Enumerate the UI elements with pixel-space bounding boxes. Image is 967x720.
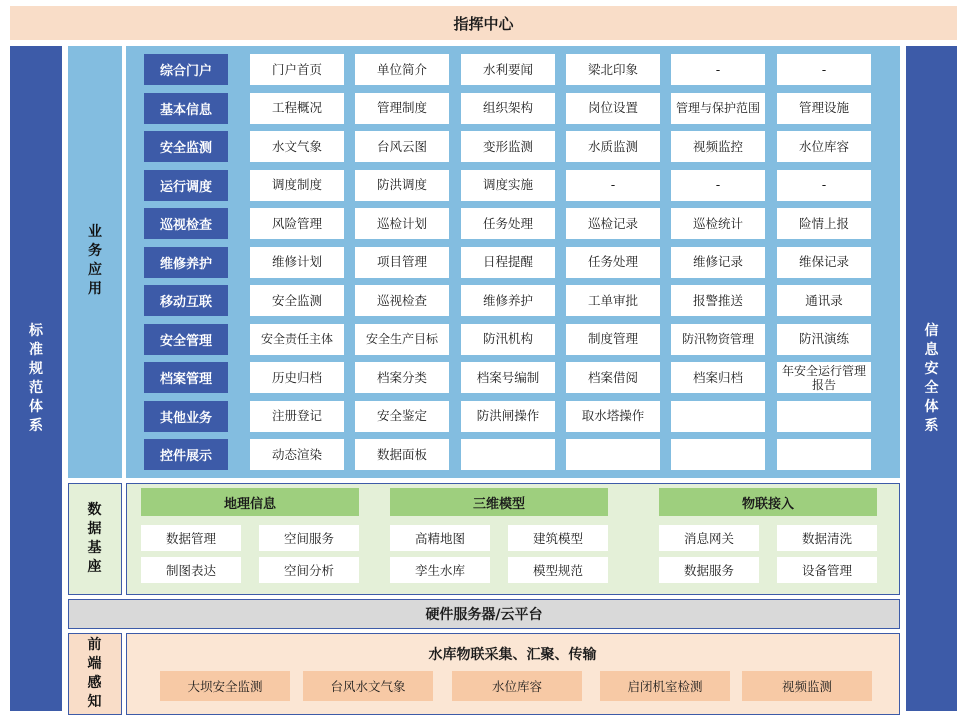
function-cell: 维保记录 bbox=[777, 247, 871, 278]
sensor-cell: 台风水文气象 bbox=[303, 671, 433, 701]
frontend-panel bbox=[126, 633, 900, 715]
business-panel bbox=[126, 46, 900, 478]
data-service-cell: 数据管理 bbox=[141, 525, 241, 551]
data-group-header: 物联接入 bbox=[659, 488, 877, 516]
function-cell bbox=[777, 401, 871, 432]
function-cell: 注册登记 bbox=[250, 401, 344, 432]
category-label: 安全管理 bbox=[144, 324, 228, 355]
data-service-cell: 空间分析 bbox=[259, 557, 359, 583]
category-label: 巡视检查 bbox=[144, 208, 228, 239]
function-cell: 调度实施 bbox=[461, 170, 555, 201]
standards-system-bar: 标 准 规 范 体 系 bbox=[10, 46, 62, 711]
category-label: 安全监测 bbox=[144, 131, 228, 162]
function-cell: 防汛物资管理 bbox=[671, 324, 765, 355]
data-service-cell: 数据清洗 bbox=[777, 525, 877, 551]
category-label: 控件展示 bbox=[144, 439, 228, 470]
function-cell: 防汛机构 bbox=[461, 324, 555, 355]
function-cell: 日程提醒 bbox=[461, 247, 555, 278]
data-service-cell: 消息网关 bbox=[659, 525, 759, 551]
function-cell bbox=[566, 439, 660, 470]
data-service-cell: 建筑模型 bbox=[508, 525, 608, 551]
function-cell: 水位库容 bbox=[777, 131, 871, 162]
function-cell: 制度管理 bbox=[566, 324, 660, 355]
data-service-cell: 设备管理 bbox=[777, 557, 877, 583]
function-cell: 管理设施 bbox=[777, 93, 871, 124]
function-cell: 风险管理 bbox=[250, 208, 344, 239]
data-service-cell: 数据服务 bbox=[659, 557, 759, 583]
function-cell bbox=[461, 439, 555, 470]
function-cell: 巡检记录 bbox=[566, 208, 660, 239]
function-cell: 安全鉴定 bbox=[355, 401, 449, 432]
data-service-cell: 高精地图 bbox=[390, 525, 490, 551]
category-label: 其他业务 bbox=[144, 401, 228, 432]
function-cell: 管理与保护范围 bbox=[671, 93, 765, 124]
function-cell: - bbox=[671, 54, 765, 85]
function-cell: 防汛演练 bbox=[777, 324, 871, 355]
category-label: 综合门户 bbox=[144, 54, 228, 85]
function-cell: 工程概况 bbox=[250, 93, 344, 124]
function-cell: 梁北印象 bbox=[566, 54, 660, 85]
category-label: 基本信息 bbox=[144, 93, 228, 124]
function-cell: 防洪调度 bbox=[355, 170, 449, 201]
function-cell: 巡检统计 bbox=[671, 208, 765, 239]
category-label: 运行调度 bbox=[144, 170, 228, 201]
function-cell: 台风云图 bbox=[355, 131, 449, 162]
function-cell: 项目管理 bbox=[355, 247, 449, 278]
function-cell: 组织架构 bbox=[461, 93, 555, 124]
function-cell: 变形监测 bbox=[461, 131, 555, 162]
function-cell: 调度制度 bbox=[250, 170, 344, 201]
function-cell: 任务处理 bbox=[461, 208, 555, 239]
function-cell: 维修计划 bbox=[250, 247, 344, 278]
database-label: 数 据 基 座 bbox=[87, 502, 102, 575]
function-cell: 单位简介 bbox=[355, 54, 449, 85]
function-cell: 维修记录 bbox=[671, 247, 765, 278]
business-label-panel bbox=[68, 46, 122, 478]
function-cell: 数据面板 bbox=[355, 439, 449, 470]
function-cell: 水文气象 bbox=[250, 131, 344, 162]
function-cell: 巡视检查 bbox=[355, 285, 449, 316]
sensor-cell: 水位库容 bbox=[452, 671, 582, 701]
function-cell: 水利要闻 bbox=[461, 54, 555, 85]
function-cell: 档案借阅 bbox=[566, 362, 660, 393]
function-cell: 动态渲染 bbox=[250, 439, 344, 470]
database-label-panel bbox=[68, 483, 122, 595]
data-group-header: 地理信息 bbox=[141, 488, 359, 516]
function-cell: 档案号编制 bbox=[461, 362, 555, 393]
function-cell bbox=[671, 439, 765, 470]
category-label: 维修养护 bbox=[144, 247, 228, 278]
function-cell: 巡检计划 bbox=[355, 208, 449, 239]
function-cell: 防洪闸操作 bbox=[461, 401, 555, 432]
sensor-cell: 视频监测 bbox=[742, 671, 872, 701]
function-cell: 档案归档 bbox=[671, 362, 765, 393]
category-label: 移动互联 bbox=[144, 285, 228, 316]
function-cell: 安全责任主体 bbox=[250, 324, 344, 355]
command-center-band: 指挥中心 bbox=[10, 6, 957, 40]
function-cell: 档案分类 bbox=[355, 362, 449, 393]
function-cell: 门户首页 bbox=[250, 54, 344, 85]
function-cell: 工单审批 bbox=[566, 285, 660, 316]
function-cell: 取水塔操作 bbox=[566, 401, 660, 432]
function-cell: 维修养护 bbox=[461, 285, 555, 316]
frontend-label-panel bbox=[68, 633, 122, 715]
function-cell: 通讯录 bbox=[777, 285, 871, 316]
function-cell: - bbox=[566, 170, 660, 201]
function-cell: 年安全运行管理报告 bbox=[777, 362, 871, 393]
frontend-title: 水库物联采集、汇聚、传输 bbox=[428, 647, 597, 663]
data-group-header: 三维模型 bbox=[390, 488, 608, 516]
function-cell: 管理制度 bbox=[355, 93, 449, 124]
function-cell: - bbox=[671, 170, 765, 201]
data-service-cell: 孪生水库 bbox=[390, 557, 490, 583]
function-cell bbox=[671, 401, 765, 432]
data-service-cell: 空间服务 bbox=[259, 525, 359, 551]
sensor-cell: 启闭机室检测 bbox=[600, 671, 730, 701]
business-label: 业 务 应 用 bbox=[88, 224, 102, 297]
data-service-cell: 模型规范 bbox=[508, 557, 608, 583]
database-panel bbox=[126, 483, 900, 595]
hardware-cloud-band: 硬件服务器/云平台 bbox=[68, 599, 900, 629]
function-cell: 任务处理 bbox=[566, 247, 660, 278]
function-cell: 水质监测 bbox=[566, 131, 660, 162]
data-service-cell: 制图表达 bbox=[141, 557, 241, 583]
function-cell: 险情上报 bbox=[777, 208, 871, 239]
function-cell: 安全生产目标 bbox=[355, 324, 449, 355]
frontend-label: 前 端 感 知 bbox=[87, 637, 102, 710]
info-security-bar: 信 息 安 全 体 系 bbox=[906, 46, 957, 711]
function-cell bbox=[777, 439, 871, 470]
function-cell: - bbox=[777, 54, 871, 85]
function-cell: 岗位设置 bbox=[566, 93, 660, 124]
function-cell: 报警推送 bbox=[671, 285, 765, 316]
sensor-cell: 大坝安全监测 bbox=[160, 671, 290, 701]
function-cell: 安全监测 bbox=[250, 285, 344, 316]
function-cell: 历史归档 bbox=[250, 362, 344, 393]
function-cell: 视频监控 bbox=[671, 131, 765, 162]
category-label: 档案管理 bbox=[144, 362, 228, 393]
function-cell: - bbox=[777, 170, 871, 201]
